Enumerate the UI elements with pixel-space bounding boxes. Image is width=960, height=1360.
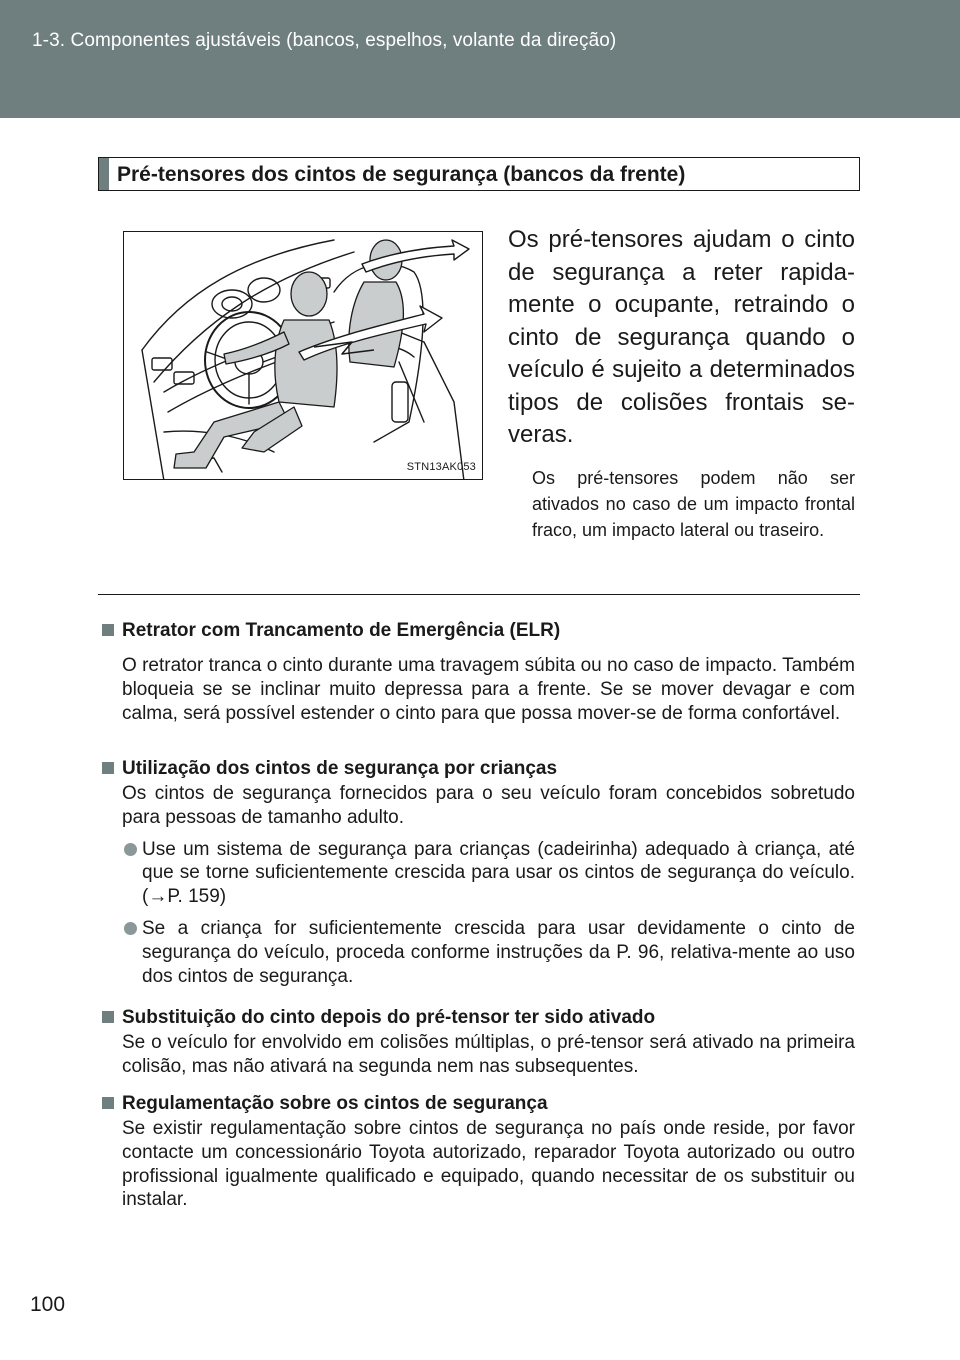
info-heading — [100, 1091, 855, 1117]
chapter-title: 1-3. Componentes ajustáveis (bancos, espelhos, volante da direção) — [32, 30, 617, 51]
info-heading — [100, 1005, 855, 1031]
intro-note: Os pré-tensores podem não ser ativados no caso de um impacto frontal fraco, um impacto lateral ou traseiro. — [532, 468, 855, 540]
info-heading-text: Regulamentação sobre os cintos de segurança — [122, 1093, 548, 1114]
info-block-replacement — [100, 1005, 855, 1079]
pretensioner-illustration — [123, 231, 483, 480]
info-heading-text: Substituição do cinto depois do pré-tensor ter sido ativado — [122, 1007, 656, 1028]
header-bar — [0, 0, 960, 118]
list-item-text: Use um sistema de segurança para crianças (cadeirinha) adequado à criança, até que se torne suficientemente crescida para usar os cintos de segurança do veículo. (→P. 159) — [142, 838, 855, 908]
round-bullet-icon — [124, 843, 137, 856]
list-item — [122, 917, 855, 988]
info-heading — [100, 756, 855, 782]
square-bullet-icon — [102, 1011, 114, 1023]
info-body: Se existir regulamentação sobre cintos de segurança no país onde reside, por favor contacte um concessionário Toyota autorizado, reparador Toyota autorizado ou outro profissional igualmente qualificado e equipado, quando necessitar de os substituir ou instalar. — [122, 1118, 855, 1211]
round-bullet-icon — [124, 922, 137, 935]
square-bullet-icon — [102, 1097, 114, 1109]
list-item-text: Se a criança for suficientemente crescida para usar devidamente o cinto de segurança do veículo, proceda conforme instruções da P. 96, relativa-mente ao uso dos cintos de segurança. — [142, 917, 855, 987]
info-block-regulation — [100, 1091, 855, 1212]
info-heading-text: Retrator com Trancamento de Emergência (ELR) — [122, 620, 561, 641]
info-block-children — [100, 756, 855, 988]
section-divider — [98, 594, 860, 595]
page-number: 100 — [30, 1293, 66, 1316]
list-item — [122, 838, 855, 909]
section-title-accent — [99, 158, 109, 190]
section-title: Pré-tensores dos cintos de segurança (bancos da frente) — [117, 163, 686, 186]
info-body: O retrator tranca o cinto durante uma travagem súbita ou no caso de impacto. Também bloqueia se se inclinar muito depressa para a frente. Se se mover devagar e com calma, será possível estender o cinto para que possa mover-se de forma confortável. — [122, 655, 855, 724]
info-body: Os cintos de segurança fornecidos para o seu veículo foram concebidos sobretudo para pessoas de tamanho adulto. — [122, 783, 855, 828]
info-heading-text: Utilização dos cintos de segurança por crianças — [122, 758, 558, 779]
intro-paragraph: Os pré-tensores ajudam o cinto de segurança a reter rapida-mente o ocupante, retraindo o cinto de segurança quando o veículo é sujeito a determinados tipos de colisões frontais se-veras. — [508, 226, 855, 448]
info-body: Se o veículo for envolvido em colisões múltiplas, o pré-tensor será ativado na primeira colisão, mas não ativará na segunda nem nas subsequentes. — [122, 1032, 855, 1077]
square-bullet-icon — [102, 762, 114, 774]
section-title-box — [98, 157, 860, 191]
info-heading — [100, 618, 855, 644]
figure-code: STN13AK053 — [406, 461, 476, 473]
info-block-elr — [100, 618, 855, 725]
square-bullet-icon — [102, 624, 114, 636]
car-interior-drawing — [124, 232, 483, 480]
